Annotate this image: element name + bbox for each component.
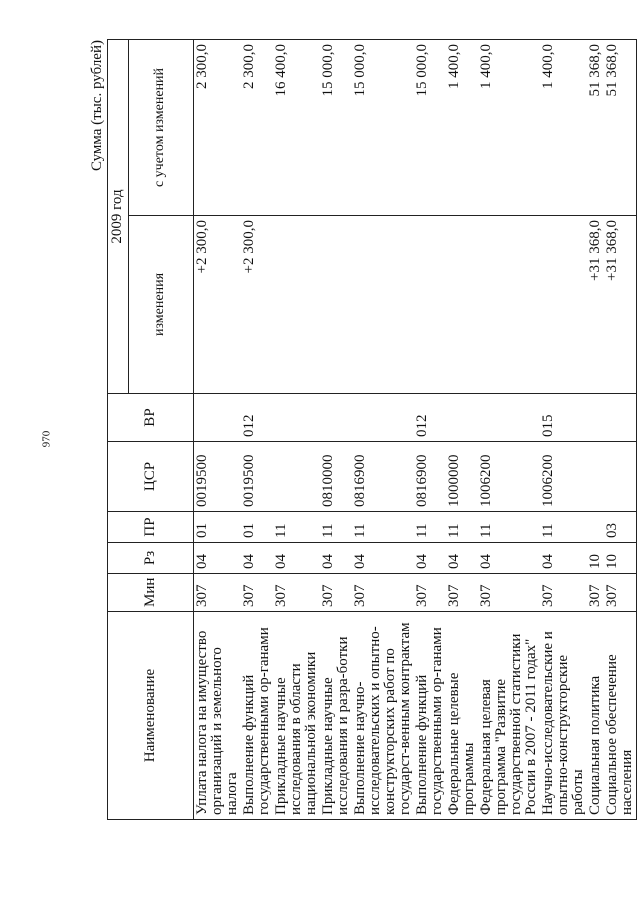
cell-changes [320, 216, 352, 394]
cell-rz: 04 [540, 543, 587, 574]
cell-rz: 04 [478, 543, 540, 574]
cell-vr [273, 394, 320, 442]
cell-min: 307 [540, 574, 587, 612]
table-row [320, 39, 352, 819]
cell-pr: 11 [352, 512, 414, 543]
table-body [193, 39, 636, 819]
table-row [193, 39, 241, 819]
budget-table [107, 39, 637, 820]
cell-pr: 11 [273, 512, 320, 543]
cell-rz: 04 [193, 543, 241, 574]
cell-changes: +2 300,0 [241, 216, 273, 394]
cell-pr [587, 512, 604, 543]
cell-total: 51 368,0 [587, 39, 604, 215]
cell-changes [352, 216, 414, 394]
cell-vr: 012 [241, 394, 273, 442]
table-row [587, 39, 604, 819]
cell-vr [193, 394, 241, 442]
cell-rz: 04 [273, 543, 320, 574]
cell-min: 307 [273, 574, 320, 612]
table-row [478, 39, 540, 819]
header-vr: ВР [108, 394, 194, 442]
cell-total: 2 300,0 [193, 39, 241, 215]
cell-csr [587, 442, 604, 512]
cell-pr: 01 [193, 512, 241, 543]
cell-rz: 10 [604, 543, 637, 574]
page-number: 970 [40, 430, 53, 448]
cell-total: 1 400,0 [446, 39, 478, 215]
cell-vr: 015 [540, 394, 587, 442]
cell-csr: 1006200 [540, 442, 587, 512]
cell-csr: 0810000 [320, 442, 352, 512]
cell-pr: 11 [540, 512, 587, 543]
cell-rz: 04 [241, 543, 273, 574]
cell-changes: +31 368,0 [604, 216, 637, 394]
cell-name: Федеральная целевая программа "Развитие государственной статистики России в 2007 - 2011 годах" [478, 612, 540, 820]
cell-pr: 11 [478, 512, 540, 543]
cell-min: 307 [414, 574, 446, 612]
cell-name: Выполнение функций государственными ор-ганами [414, 612, 446, 820]
cell-vr [446, 394, 478, 442]
units-caption: Сумма (тыс. рублей) [89, 40, 105, 172]
cell-csr: 0816900 [352, 442, 414, 512]
cell-csr [604, 442, 637, 512]
cell-rz: 04 [414, 543, 446, 574]
cell-pr: 11 [320, 512, 352, 543]
cell-min: 307 [478, 574, 540, 612]
cell-total: 15 000,0 [320, 39, 352, 215]
cell-name: Выполнение научно-исследовательских и опытно-конструкторских работ по государст-венным контрактам [352, 612, 414, 820]
cell-pr: 11 [446, 512, 478, 543]
cell-changes [414, 216, 446, 394]
cell-name: Прикладные научные исследования и разра-ботки [320, 612, 352, 820]
cell-changes [273, 216, 320, 394]
cell-min: 307 [241, 574, 273, 612]
cell-min: 307 [604, 574, 637, 612]
cell-changes [478, 216, 540, 394]
cell-total: 15 000,0 [352, 39, 414, 215]
cell-total: 16 400,0 [273, 39, 320, 215]
cell-total: 51 368,0 [604, 39, 637, 215]
table-row [604, 39, 637, 819]
cell-total: 1 400,0 [540, 39, 587, 215]
header-min: Мин [108, 574, 194, 612]
cell-min: 307 [352, 574, 414, 612]
cell-min: 307 [320, 574, 352, 612]
cell-vr: 012 [414, 394, 446, 442]
table-row [414, 39, 446, 819]
cell-csr: 0816900 [414, 442, 446, 512]
cell-csr: 1006200 [478, 442, 540, 512]
cell-total: 2 300,0 [241, 39, 273, 215]
cell-pr: 11 [414, 512, 446, 543]
cell-csr: 0019500 [193, 442, 241, 512]
cell-vr [604, 394, 637, 442]
rotated-page-content [89, 40, 635, 820]
cell-vr [352, 394, 414, 442]
header-row-1 [108, 39, 129, 819]
cell-changes [446, 216, 478, 394]
cell-vr [478, 394, 540, 442]
table-row [540, 39, 587, 819]
header-pr: ПР [108, 512, 194, 543]
table-row [446, 39, 478, 819]
cell-changes [540, 216, 587, 394]
cell-total: 1 400,0 [478, 39, 540, 215]
cell-name: Прикладные научные исследования в области национальной экономики [273, 612, 320, 820]
cell-vr [587, 394, 604, 442]
cell-changes: +2 300,0 [193, 216, 241, 394]
cell-changes: +31 368,0 [587, 216, 604, 394]
cell-min: 307 [446, 574, 478, 612]
cell-vr [320, 394, 352, 442]
cell-csr [273, 442, 320, 512]
cell-pr: 01 [241, 512, 273, 543]
header-year: 2009 год [108, 39, 129, 393]
table-row [241, 39, 273, 819]
cell-total: 15 000,0 [414, 39, 446, 215]
header-rz: Рз [108, 543, 194, 574]
cell-csr: 1000000 [446, 442, 478, 512]
cell-name: Социальное обеспечение населения [604, 612, 637, 820]
cell-rz: 04 [446, 543, 478, 574]
header-changes: изменения [128, 216, 193, 394]
cell-name: Выполнение функций государственными ор-ганами [241, 612, 273, 820]
cell-min: 307 [193, 574, 241, 612]
cell-min: 307 [587, 574, 604, 612]
table-row [352, 39, 414, 819]
table-row [273, 39, 320, 819]
cell-name: Социальная политика [587, 612, 604, 820]
header-csr: ЦСР [108, 442, 194, 512]
cell-name: Федеральные целевые программы [446, 612, 478, 820]
cell-rz: 04 [352, 543, 414, 574]
header-with-changes: с учетом изменений [128, 39, 193, 215]
cell-rz: 10 [587, 543, 604, 574]
header-name: Наименование [108, 612, 194, 820]
cell-name: Уплата налога на имущество организаций и земельного налога [193, 612, 241, 820]
cell-pr: 03 [604, 512, 637, 543]
cell-csr: 0019500 [241, 442, 273, 512]
cell-rz: 04 [320, 543, 352, 574]
cell-name: Научно-исследовательские и опытно-конструкторские работы [540, 612, 587, 820]
